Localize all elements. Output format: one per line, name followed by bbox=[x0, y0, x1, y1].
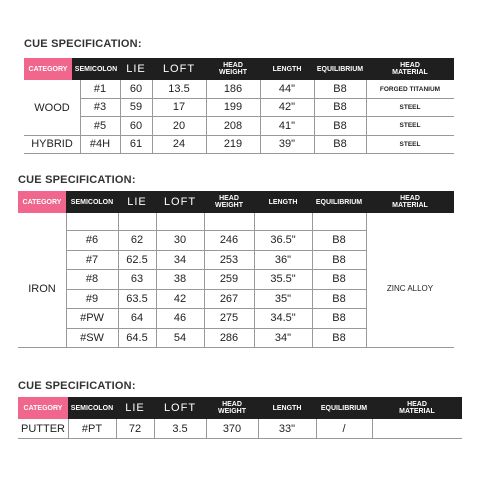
table-cell: 20 bbox=[172, 119, 186, 132]
table-cell: 38 bbox=[173, 273, 187, 285]
table-cell: 286 bbox=[219, 331, 239, 344]
table-cell: 62.5 bbox=[126, 253, 148, 266]
header-length: LENGTH bbox=[272, 65, 302, 73]
table-cell: 199 bbox=[223, 101, 243, 113]
header-semicolon: SEMICOLON bbox=[74, 65, 118, 73]
header-semicolon: SEMICOLON bbox=[70, 404, 114, 412]
category-putter: PUTTER bbox=[21, 422, 65, 435]
table-cell: 17 bbox=[172, 101, 186, 113]
table-cell: B8 bbox=[332, 253, 346, 266]
header-lie: LIE bbox=[127, 195, 147, 208]
table3-header bbox=[18, 397, 462, 419]
table-cell: 35.5" bbox=[270, 273, 296, 285]
table-cell: B8 bbox=[333, 119, 347, 132]
header-head-material: HEAD MATERIAL bbox=[392, 195, 428, 209]
table-cell: #5 bbox=[93, 119, 107, 132]
table-cell: #4H bbox=[89, 138, 111, 150]
table-cell: B8 bbox=[332, 312, 346, 324]
table-cell: 64.5 bbox=[126, 331, 148, 344]
table-cell: #7 bbox=[85, 253, 99, 266]
header-loft: LOFT bbox=[163, 401, 197, 414]
table-cell: 34" bbox=[274, 331, 292, 344]
header-loft: LOFT bbox=[162, 62, 196, 75]
table-cell: 36.5" bbox=[270, 234, 296, 246]
table-cell: #1 bbox=[93, 83, 107, 95]
header-head-material: HEAD MATERIAL bbox=[392, 62, 428, 76]
table-cell: 63 bbox=[130, 273, 144, 285]
table-cell: 54 bbox=[173, 331, 187, 344]
table-cell: 64 bbox=[130, 312, 144, 324]
table-cell: B8 bbox=[332, 292, 346, 305]
table-cell: 246 bbox=[219, 234, 239, 246]
table-cell: 34 bbox=[173, 253, 187, 266]
section-title-3: CUE SPECIFICATION: bbox=[18, 380, 136, 392]
header-length: LENGTH bbox=[268, 198, 298, 206]
material-zinc-alloy: ZINC ALLOY bbox=[386, 284, 434, 293]
table-cell: FORGED TITANIUM bbox=[379, 85, 441, 93]
table-cell: #6 bbox=[85, 234, 99, 246]
group-iron: IRON bbox=[28, 282, 56, 295]
table-cell: 72 bbox=[128, 422, 142, 435]
table-cell: 24 bbox=[172, 138, 186, 150]
table-cell: #3 bbox=[93, 101, 107, 113]
table1-body bbox=[24, 80, 454, 154]
header-equilibrium: EQUILIBRIUM bbox=[320, 404, 368, 412]
table-cell: 41" bbox=[278, 119, 296, 132]
table-cell: 36" bbox=[274, 253, 292, 266]
table-cell: 186 bbox=[223, 83, 243, 95]
table2-body bbox=[18, 213, 454, 348]
table-cell: / bbox=[342, 422, 346, 435]
header-semicolon: SEMICOLON bbox=[70, 198, 114, 206]
table-cell bbox=[372, 419, 462, 438]
table-cell: 44" bbox=[278, 83, 296, 95]
table-cell: 259 bbox=[219, 273, 239, 285]
table-cell: 3.5 bbox=[172, 422, 188, 435]
table-cell: 62 bbox=[130, 234, 144, 246]
header-head-material: HEAD MATERIAL bbox=[399, 401, 435, 415]
table-cell: #SW bbox=[80, 331, 104, 344]
table-cell: 253 bbox=[219, 253, 239, 266]
table-cell: #9 bbox=[85, 292, 99, 305]
table-cell: 370 bbox=[222, 422, 242, 435]
table-cell: B8 bbox=[332, 331, 346, 344]
table-cell: STEEL bbox=[399, 122, 421, 129]
table-cell: 13.5 bbox=[168, 83, 190, 95]
table-cell: STEEL bbox=[399, 140, 421, 148]
table-cell: 46 bbox=[173, 312, 187, 324]
table-cell: 208 bbox=[223, 119, 243, 132]
table-cell: 219 bbox=[223, 138, 243, 150]
header-lie: LIE bbox=[125, 401, 145, 414]
table-cell: B8 bbox=[332, 234, 346, 246]
table-cell: 34.5" bbox=[270, 312, 296, 324]
table-cell: #8 bbox=[85, 273, 99, 285]
table-cell: 35" bbox=[274, 292, 292, 305]
table-cell: 60 bbox=[129, 83, 143, 95]
table-cell: STEEL bbox=[399, 103, 421, 111]
table-cell: B8 bbox=[333, 83, 347, 95]
table-cell: 63.5 bbox=[126, 292, 148, 305]
table-cell: 30 bbox=[173, 234, 187, 246]
table-cell: B8 bbox=[333, 101, 347, 113]
header-length: LENGTH bbox=[272, 404, 302, 412]
table-cell: 275 bbox=[219, 312, 239, 324]
header-head-weight: HEAD WEIGHT bbox=[219, 62, 247, 76]
table-cell: #PW bbox=[80, 312, 104, 324]
header-category: CATEGORY bbox=[18, 191, 66, 213]
header-loft: LOFT bbox=[163, 195, 197, 208]
table-cell: 267 bbox=[219, 292, 239, 305]
table-cell: 42" bbox=[278, 101, 296, 113]
table3-body bbox=[18, 419, 462, 439]
header-equilibrium: EQUILIBRIUM bbox=[315, 198, 363, 206]
table-cell: B8 bbox=[332, 273, 346, 285]
table-cell: 39" bbox=[278, 138, 296, 150]
table-cell: B8 bbox=[333, 138, 347, 150]
header-category: CATEGORY bbox=[24, 58, 72, 80]
table-cell: #PT bbox=[81, 422, 103, 435]
section-title-2: CUE SPECIFICATION: bbox=[18, 174, 136, 186]
header-equilibrium: EQUILIBRIUM bbox=[316, 65, 364, 73]
header-head-weight: HEAD WEIGHT bbox=[215, 195, 243, 209]
table-cell: 33" bbox=[278, 422, 296, 435]
table2-header bbox=[18, 191, 454, 213]
header-head-weight: HEAD WEIGHT bbox=[218, 401, 246, 415]
group-hybrid: HYBRID bbox=[31, 138, 73, 150]
table-cell: 59 bbox=[129, 101, 143, 113]
table-cell: 60 bbox=[129, 119, 143, 132]
header-category: CATEGORY bbox=[18, 397, 68, 419]
group-wood: WOOD bbox=[34, 101, 70, 114]
section-title-1: CUE SPECIFICATION: bbox=[24, 38, 142, 50]
table1-header bbox=[24, 58, 454, 80]
header-lie: LIE bbox=[126, 62, 146, 75]
table-cell: 61 bbox=[129, 138, 143, 150]
table-cell: 42 bbox=[173, 292, 187, 305]
